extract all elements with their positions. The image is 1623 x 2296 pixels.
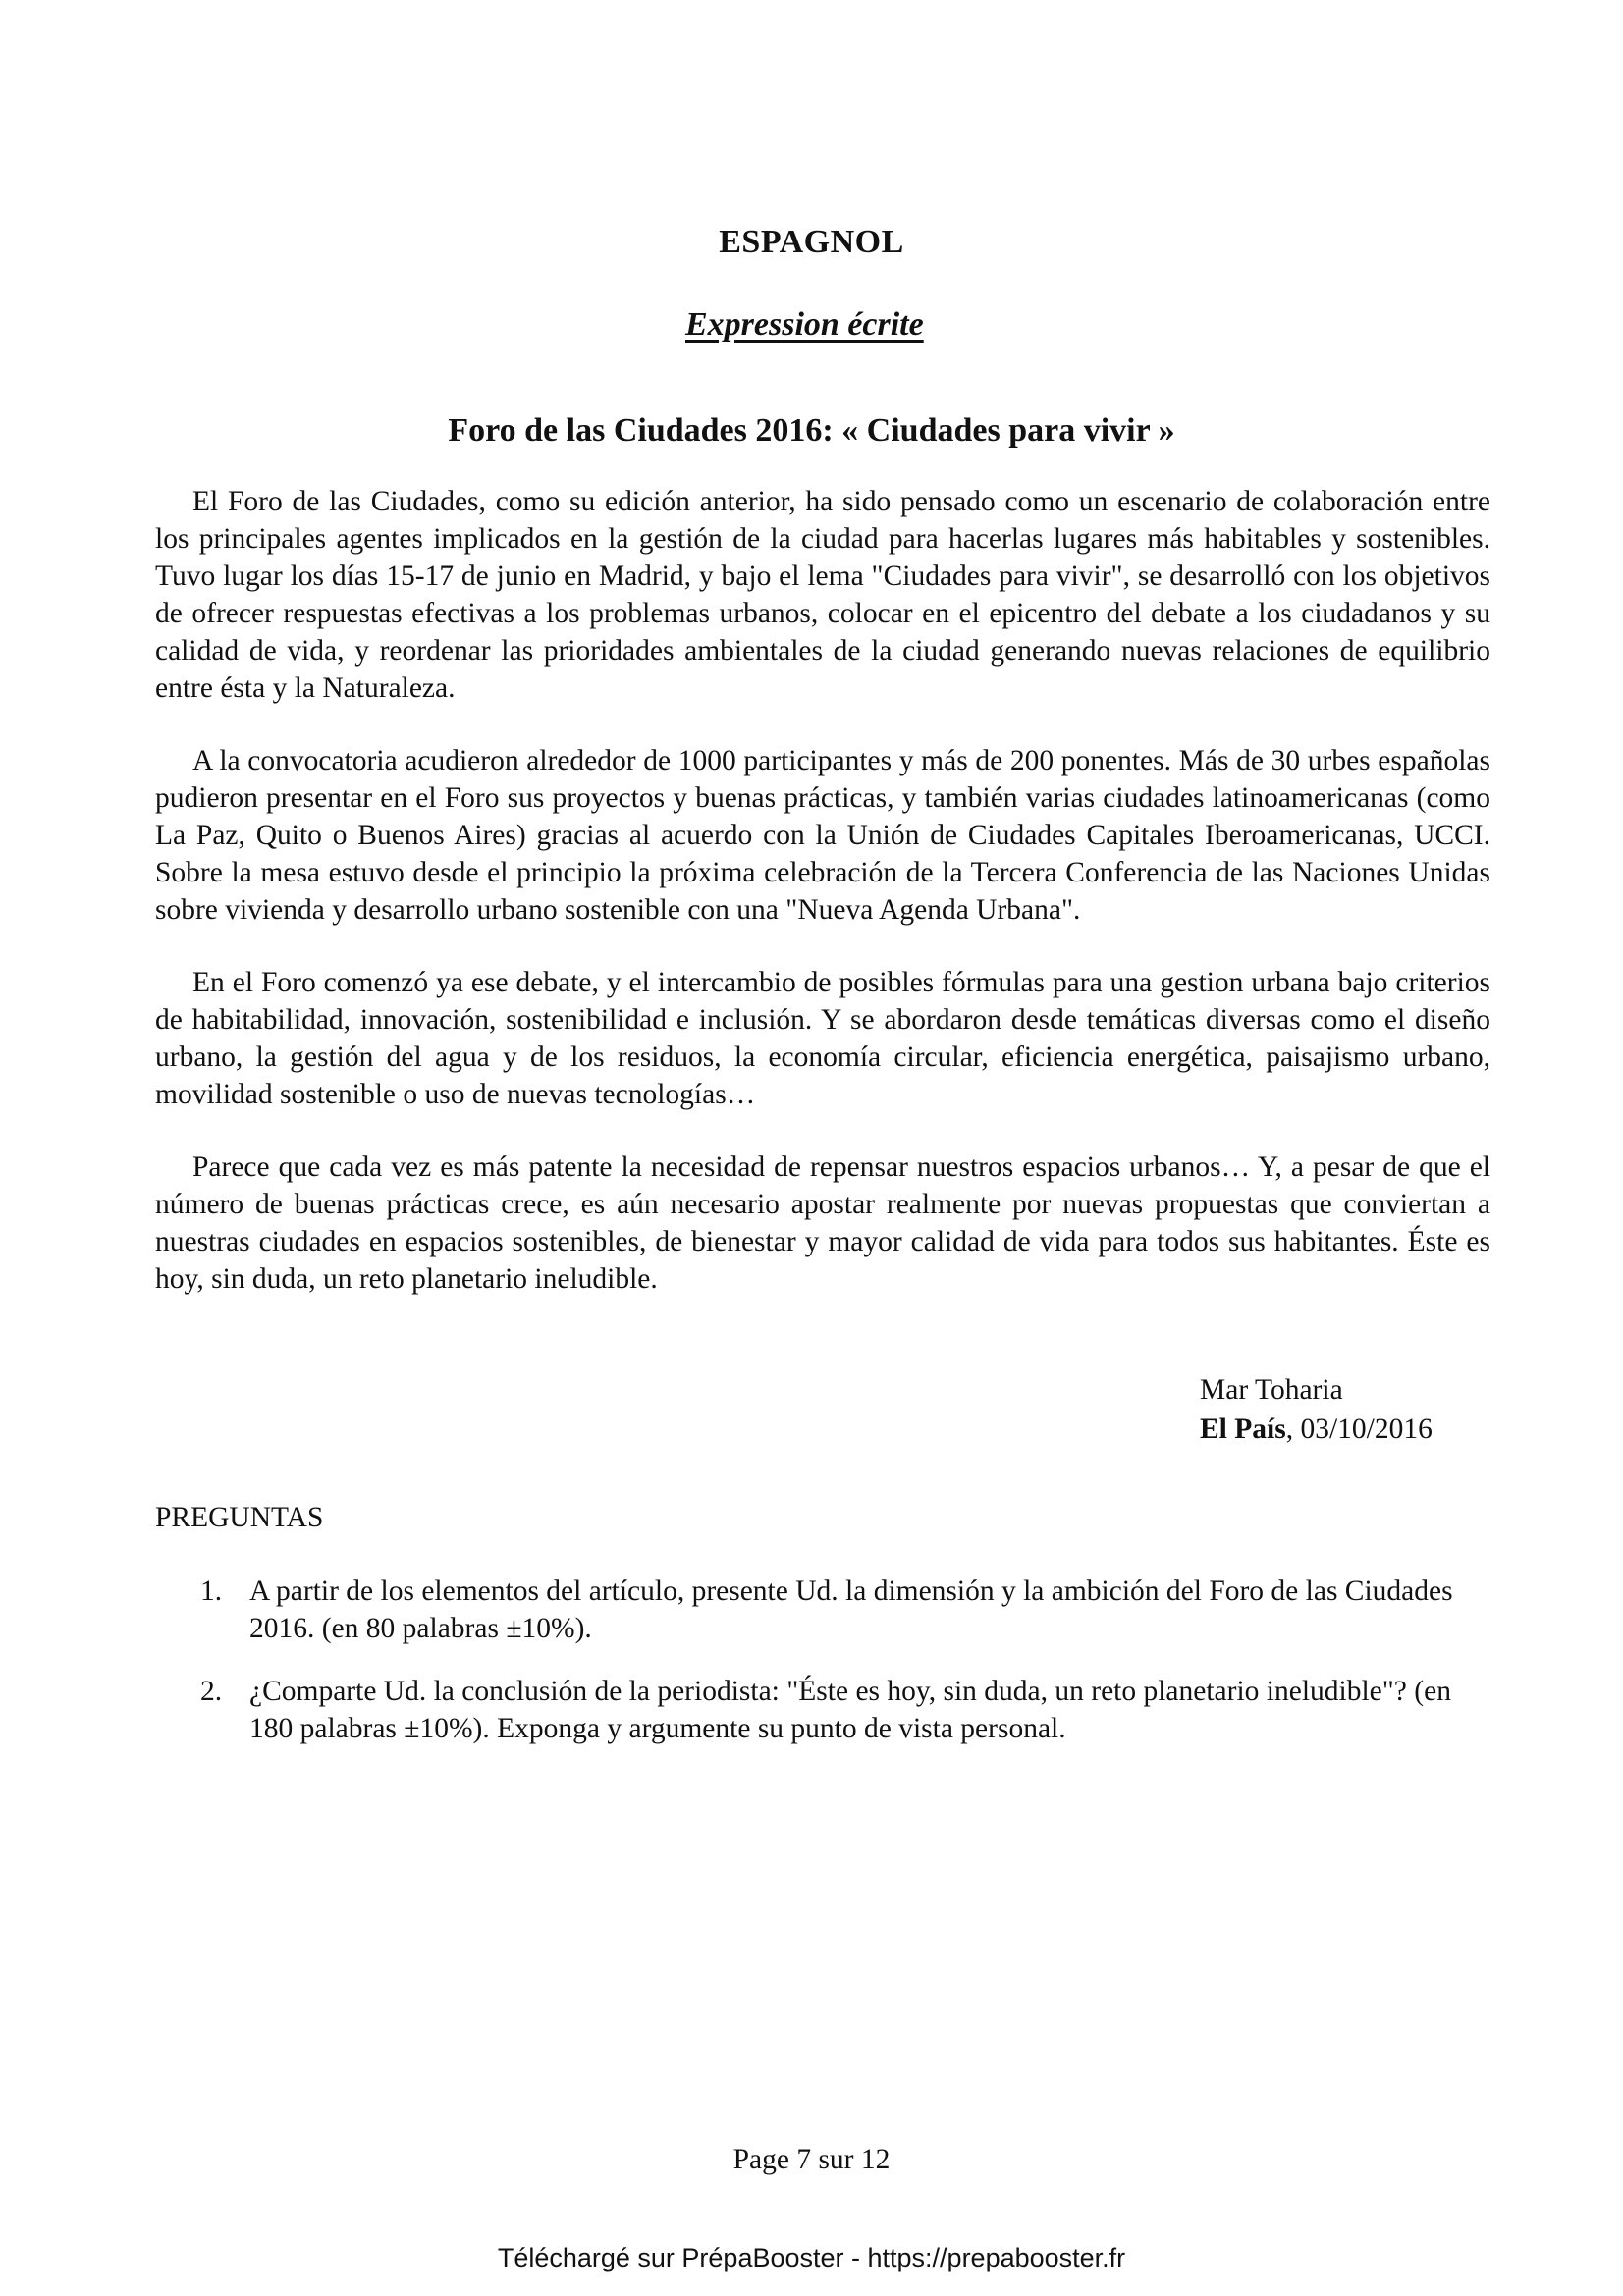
subject-heading: ESPAGNOL [719,224,904,260]
questions-heading: PREGUNTAS [155,1502,324,1533]
article-source [1200,1410,1433,1449]
article-paragraph-2: A la convocatoria acudieron alrededor de 1000 participantes y más de 200 ponentes. Más de 30 urbes españolas pudieron presentar en el Foro sus proyectos y buenas prácticas, y también varias ciudades latinoamericanas (como La Paz, Quito o Buenos Aires) gracias al acuerdo con la Unión de Ciudades Capitales Iberoamericanas, UCCI. Sobre la mesa estuvo desde el principio la próxima celebración de la Tercera Conferencia de las Naciones Unidas sobre vivienda y desarrollo urbano sostenible con una "Nueva Agenda Urbana". [155,745,1490,926]
question-number: 2. [200,1676,223,1707]
question-text: A partir de los elementos del artículo, presente Ud. la dimensión y la ambición del Foro de las Ciudades 2016. (en 80 palabras ±10%). [249,1575,1453,1644]
author-name: Mar Toharia [1200,1374,1343,1406]
publication-date: , 03/10/2016 [1285,1414,1433,1445]
exercise-subtitle: Expression écrite [685,306,924,343]
download-footer: Téléchargé sur PrépaBooster - https://prepabooster.fr [497,2243,1126,2272]
article-signature [1200,1370,1433,1449]
article-title: Foro de las Ciudades 2016: « Ciudades para vivir » [448,412,1175,449]
article-paragraph-1: El Foro de las Ciudades, como su edición anterior, ha sido pensado como un escenario de colaboración entre los principales agentes implicados en la gestión de la ciudad para hacerlas lugares más habitables y sostenibles. Tuvo lugar los días 15-17 de junio en Madrid, y bajo el lema "Ciudades para vivir", se desarrolló con los objetivos de ofrecer respuestas efectivas a los problemas urbanos, colocar en el epicentro del debate a los ciudadanos y su calidad de vida, y reordenar las prioridades ambientales de la ciudad generando nuevas relaciones de equilibrio entre ésta y la Naturaleza. [155,486,1490,704]
page-number: Page 7 sur 12 [732,2144,891,2175]
question-number: 1. [200,1575,223,1607]
questions-list [200,1573,1496,1773]
question-item [200,1673,1496,1747]
newspaper-name: El País [1200,1414,1286,1445]
article-paragraph-4: Parece que cada vez es más patente la necesidad de repensar nuestros espacios urbanos… Y, a pesar de que el número de buenas prácticas crece, es aún necesario apostar realmente por nuevas propuestas que conviertan a nuestras ciudades en espacios sostenibles, de bienestar y mayor calidad de vida para todos sus habitantes. Éste es hoy, sin duda, un reto planetario ineludible. [155,1151,1490,1295]
article-body [155,483,1490,1333]
question-item [200,1573,1496,1647]
article-paragraph-3: En el Foro comenzó ya ese debate, y el intercambio de posibles fórmulas para una gestion urbana bajo criterios de habitabilidad, innovación, sostenibilidad e inclusión. Y se abordaron desde temáticas diversas como el diseño urbano, la gestión del agua y de los residuos, la economía circular, eficiencia energética, paisajismo urbano, movilidad sostenible o uso de nuevas tecnologías… [155,967,1490,1110]
question-text: ¿Comparte Ud. la conclusión de la periodista: "Éste es hoy, sin duda, un reto planetario ineludible"? (en 180 palabras ±10%). Exponga y argumente su punto de vista personal. [249,1676,1451,1744]
